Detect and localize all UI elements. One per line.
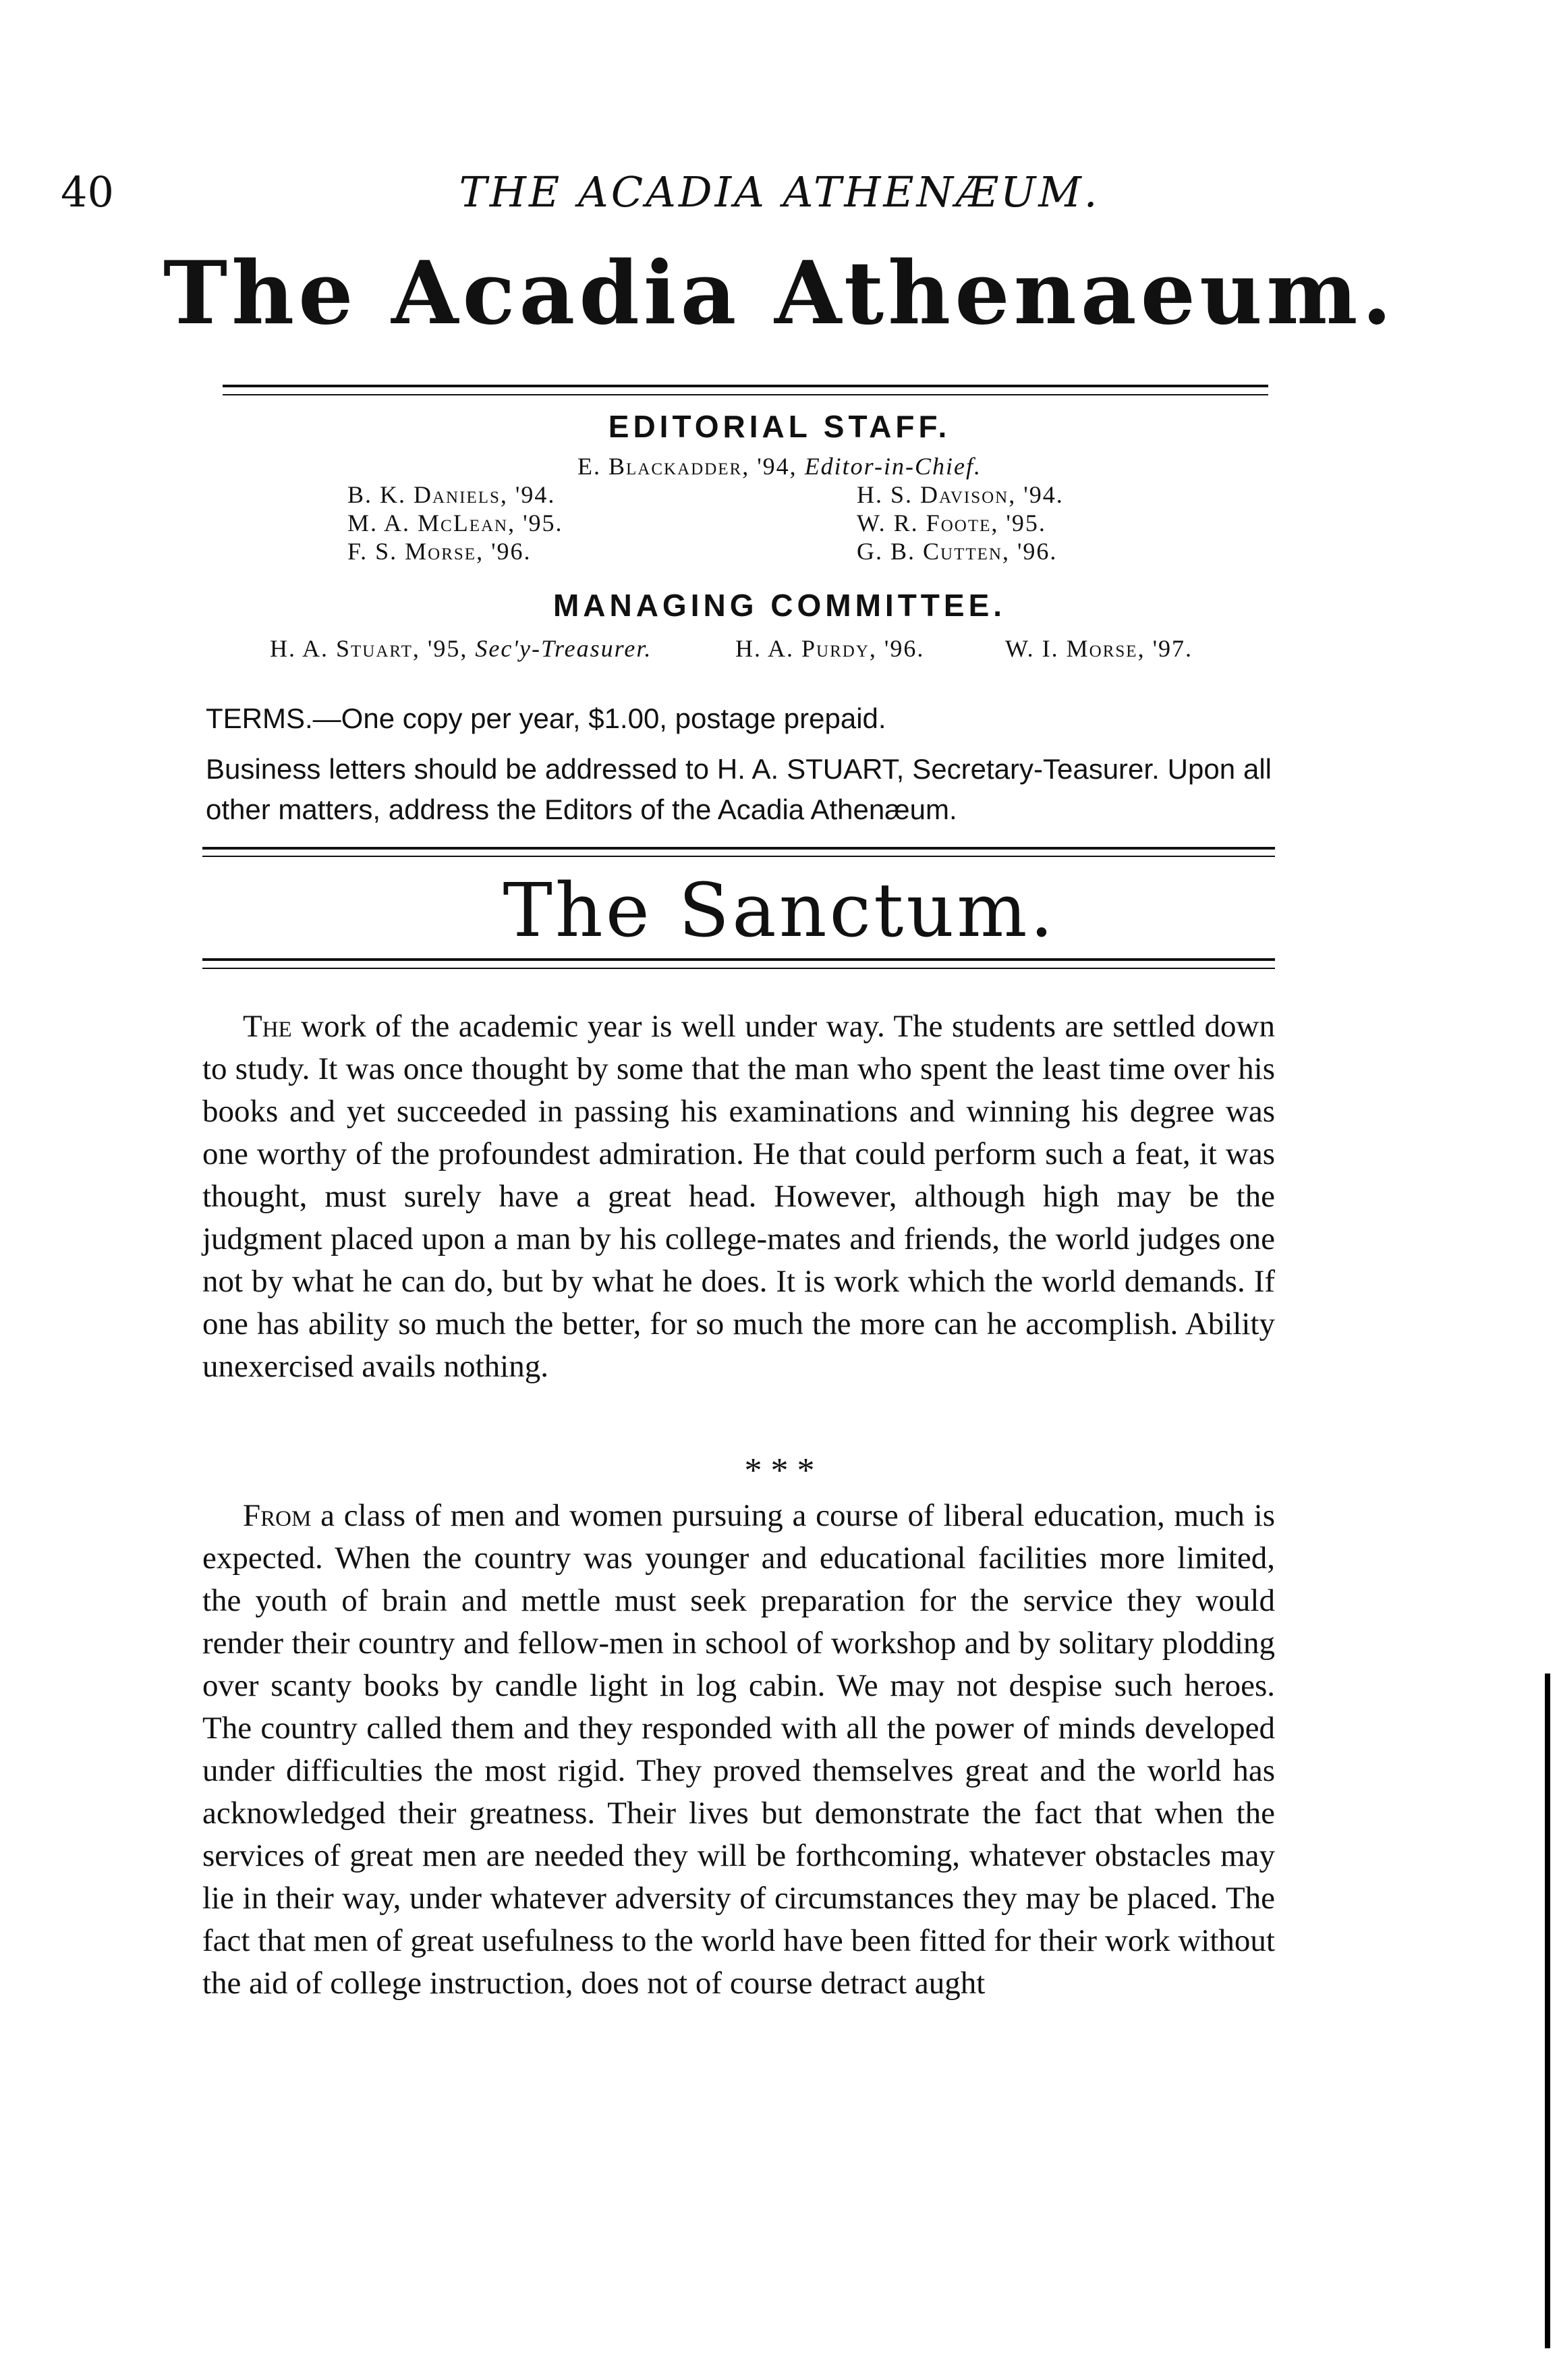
editor-name: H. S. Davison, '94.	[857, 481, 1064, 508]
editor-name: M. A. McLean, '95.	[347, 509, 563, 536]
editors-left-column	[347, 480, 563, 565]
committee-member-name: H. A. Stuart, '95,	[270, 635, 468, 662]
editor-name: W. R. Foote, '95.	[857, 509, 1046, 536]
sanctum-rule-bottom-2	[202, 968, 1275, 969]
editor-in-chief-name: E. Blackadder, '94,	[577, 453, 797, 480]
committee-member-role: Sec'y-Treasurer.	[475, 635, 652, 662]
running-title: THE ACADIA ATHENÆUM.	[459, 167, 1100, 217]
terms-line: TERMS.—One copy per year, $1.00, postage prepaid.	[206, 702, 886, 734]
masthead-rule-bottom	[223, 394, 1268, 395]
committee-member-3: W. I. Morse, '97.	[1005, 635, 1193, 662]
sanctum-rule-bottom-1	[202, 958, 1275, 961]
masthead-rule-top	[223, 385, 1268, 387]
sanctum-rule-top-2	[202, 856, 1275, 857]
managing-committee-heading: MANAGING COMMITTEE.	[552, 588, 1007, 623]
sanctum-paragraph-1	[202, 1005, 1275, 1388]
sanctum-rule-top-1	[202, 847, 1275, 850]
editor-name: B. K. Daniels, '94.	[347, 481, 556, 508]
committee-member-1	[270, 634, 652, 663]
page-number: 40	[61, 167, 114, 217]
business-notice: Business letters should be addressed to H. A. STUART, Secretary-Teasurer. Upon all other matters, address the Editors of the Acadia Athenæum.	[206, 753, 1272, 825]
sanctum-paragraph-2	[202, 1495, 1275, 2005]
sanctum-title: The Sanctum.	[503, 867, 1056, 953]
committee-member-2: H. A. Purdy, '96.	[735, 635, 925, 662]
paragraph-text: a class of men and women pursuing a course of liberal education, much is expected. When the country was younger and educational facilities more limited, the youth of brain and mettle must seek preparation for the service they would render their country and fellow-men in school of workshop and by solitary plodding over scanty books by candle light in log cabin. We may not despise such heroes. The country called them and they responded with all the power of minds developed under difficulties the most rigid. They proved themselves great and the world has acknowledged their greatness. Their lives but demonstrate the fact that when the services of great men are needed they will be forthcoming, whatever obstacles may lie in their way, under whatever adversity of circumstances they may be placed. The fact that men of great usefulness to the world have been fitted for their work without the aid of college instruction, does not of course detract aught	[202, 1498, 1275, 2001]
masthead-title: The Acadia Athenaeum.	[163, 243, 1396, 344]
editor-name: F. S. Morse, '96.	[347, 538, 532, 565]
editor-in-chief-role: Editor-in-Chief.	[804, 453, 982, 480]
editor-in-chief	[0, 452, 1559, 480]
editors-right-column	[857, 480, 1064, 565]
editor-name: G. B. Cutten, '96.	[857, 538, 1058, 565]
asterism: * * *	[744, 1451, 815, 1490]
paragraph-text: work of the academic year is well under way. The students are settled down to study. It was once thought by some that the man who spent the least time over his books and yet succeeded in passing his examinations and winning his degree was one worthy of the profoundest admiration. He that could perform such a feat, it was thought, must surely have a great head. However, although high may be the judgment placed upon a man by his college-mates and friends, the world judges one not by what he can do, but by what he does. It is work which the world demands. If one has ability so much the better, for so much the more can he accomplish. Ability unexercised avails nothing.	[202, 1009, 1275, 1384]
scan-edge-mark	[1545, 1673, 1550, 2348]
editorial-staff-heading: EDITORIAL STAFF.	[608, 409, 951, 444]
paragraph-lead-word: The	[243, 1009, 292, 1044]
paragraph-lead-word: From	[243, 1498, 312, 1533]
